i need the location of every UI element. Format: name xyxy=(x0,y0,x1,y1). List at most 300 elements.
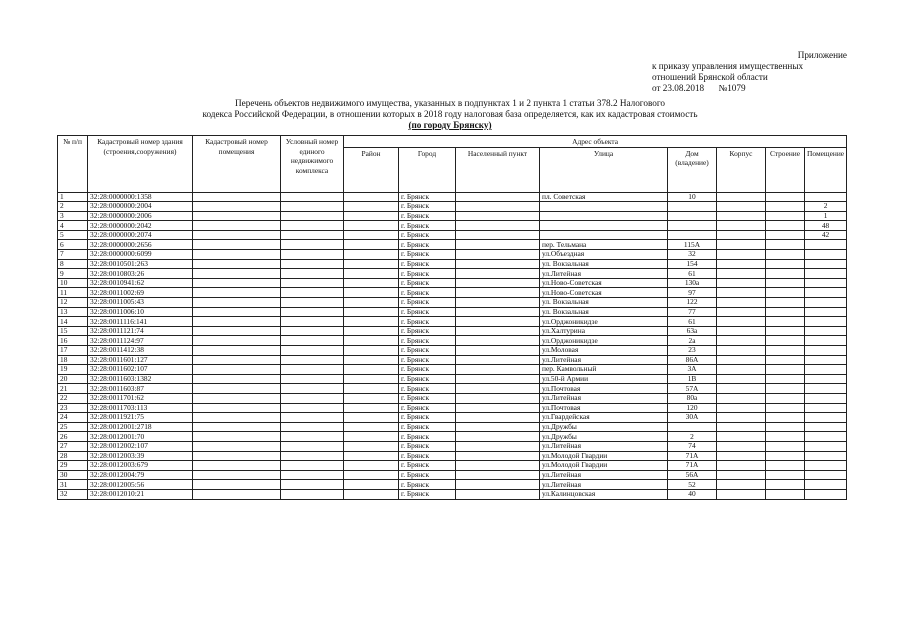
cell-city: г. Брянск xyxy=(399,403,456,413)
cell-stroenie xyxy=(766,432,805,442)
cell-cadastral-room xyxy=(193,288,281,298)
cell-stroenie xyxy=(766,221,805,231)
cell-city: г. Брянск xyxy=(399,221,456,231)
cell-cadastral-room xyxy=(193,259,281,269)
cell-house: 23 xyxy=(668,346,717,356)
cell-settlement xyxy=(456,470,540,480)
cell-num: 17 xyxy=(58,346,88,356)
cell-stroenie xyxy=(766,480,805,490)
cell-num: 7 xyxy=(58,250,88,260)
cell-room xyxy=(805,355,847,365)
cell-settlement xyxy=(456,374,540,384)
cell-city: г. Брянск xyxy=(399,489,456,499)
cell-room: 1 xyxy=(805,211,847,221)
cell-cadastral-building: 32:28:0011603:1382 xyxy=(88,374,193,384)
cell-stroenie xyxy=(766,441,805,451)
cell-house: 56А xyxy=(668,470,717,480)
cell-cadastral-building: 32:28:0011703:113 xyxy=(88,403,193,413)
cell-district xyxy=(344,211,399,221)
cell-cadastral-room xyxy=(193,365,281,375)
cell-stroenie xyxy=(766,384,805,394)
cell-house: 61 xyxy=(668,317,717,327)
table-row xyxy=(58,317,847,327)
cell-house xyxy=(668,211,717,221)
cell-korpus xyxy=(717,336,766,346)
cell-cadastral-room xyxy=(193,240,281,250)
cell-settlement xyxy=(456,441,540,451)
cell-house: 2 xyxy=(668,432,717,442)
appendix-label: Приложение xyxy=(797,50,847,60)
cell-cadastral-building: 32:28:0010501:263 xyxy=(88,259,193,269)
cell-room xyxy=(805,192,847,202)
cell-cadastral-room xyxy=(193,384,281,394)
header-korpus: Корпус xyxy=(717,147,766,192)
cell-room xyxy=(805,317,847,327)
cell-settlement xyxy=(456,489,540,499)
cell-cadastral-building: 32:28:0012002:107 xyxy=(88,441,193,451)
cell-house: 74 xyxy=(668,441,717,451)
table-row xyxy=(58,365,847,375)
cell-korpus xyxy=(717,393,766,403)
cell-street: ул.Дружбы xyxy=(540,422,668,432)
cell-korpus xyxy=(717,307,766,317)
cell-house: 52 xyxy=(668,480,717,490)
cell-cadastral-building: 32:28:0011124:97 xyxy=(88,336,193,346)
cell-district xyxy=(344,298,399,308)
cell-district xyxy=(344,326,399,336)
cell-settlement xyxy=(456,211,540,221)
cell-house: 57А xyxy=(668,384,717,394)
cell-settlement xyxy=(456,355,540,365)
appendix-date: от 23.08.2018 xyxy=(652,83,705,93)
cell-room xyxy=(805,413,847,423)
cell-cadastral-room xyxy=(193,326,281,336)
cell-city: г. Брянск xyxy=(399,240,456,250)
cell-cadastral-building: 32:28:0011601:127 xyxy=(88,355,193,365)
cell-cadastral-room xyxy=(193,441,281,451)
cell-room: 42 xyxy=(805,230,847,240)
cell-korpus xyxy=(717,230,766,240)
cell-num: 25 xyxy=(58,422,88,432)
cell-cadastral-room xyxy=(193,489,281,499)
cell-korpus xyxy=(717,346,766,356)
cell-district xyxy=(344,269,399,279)
cell-city: г. Брянск xyxy=(399,192,456,202)
cell-conditional-number xyxy=(281,259,344,269)
cell-house: 63а xyxy=(668,326,717,336)
cell-street: ул.Литейная xyxy=(540,393,668,403)
cell-conditional-number xyxy=(281,221,344,231)
cell-cadastral-room xyxy=(193,432,281,442)
cell-city: г. Брянск xyxy=(399,422,456,432)
cell-settlement xyxy=(456,250,540,260)
cell-conditional-number xyxy=(281,307,344,317)
cell-korpus xyxy=(717,298,766,308)
cell-street: пер. Тельмана xyxy=(540,240,668,250)
cell-settlement xyxy=(456,202,540,212)
cell-num: 28 xyxy=(58,451,88,461)
header-city: Город xyxy=(399,147,456,192)
cell-house: 32 xyxy=(668,250,717,260)
cell-cadastral-building: 32:28:0011701:62 xyxy=(88,393,193,403)
cell-street xyxy=(540,230,668,240)
cell-cadastral-room xyxy=(193,211,281,221)
cell-house: 130а xyxy=(668,278,717,288)
cell-num: 27 xyxy=(58,441,88,451)
cell-num: 12 xyxy=(58,298,88,308)
cell-room xyxy=(805,240,847,250)
cell-conditional-number xyxy=(281,250,344,260)
title-line-1: Перечень объектов недвижимого имущества, указанных в подпунктах 1 и 2 пункта 1 статьи 378.2 Налогового xyxy=(235,98,665,108)
header-cadastral-room: Кадастровый номер помещения xyxy=(193,136,281,193)
cell-cadastral-building: 32:28:0012003:679 xyxy=(88,461,193,471)
cell-korpus xyxy=(717,432,766,442)
appendix-date-line xyxy=(652,83,847,94)
table-row xyxy=(58,307,847,317)
header-room: Помещение xyxy=(805,147,847,192)
cell-cadastral-building: 32:28:0012010:21 xyxy=(88,489,193,499)
table-row xyxy=(58,403,847,413)
cell-korpus xyxy=(717,211,766,221)
cell-num: 6 xyxy=(58,240,88,250)
cell-stroenie xyxy=(766,355,805,365)
cell-district xyxy=(344,307,399,317)
table-row xyxy=(58,202,847,212)
cell-street: ул.Молодой Гвардии xyxy=(540,461,668,471)
cell-settlement xyxy=(456,221,540,231)
cell-city: г. Брянск xyxy=(399,250,456,260)
cell-settlement xyxy=(456,413,540,423)
cell-room xyxy=(805,432,847,442)
cell-district xyxy=(344,336,399,346)
cell-room xyxy=(805,307,847,317)
cell-settlement xyxy=(456,259,540,269)
cell-house xyxy=(668,202,717,212)
cell-district xyxy=(344,489,399,499)
cell-room xyxy=(805,269,847,279)
cell-room xyxy=(805,288,847,298)
cell-street xyxy=(540,202,668,212)
cell-city: г. Брянск xyxy=(399,202,456,212)
cell-num: 9 xyxy=(58,269,88,279)
cell-house: 80а xyxy=(668,393,717,403)
cell-cadastral-room xyxy=(193,250,281,260)
table-row xyxy=(58,278,847,288)
cell-conditional-number xyxy=(281,480,344,490)
document-title xyxy=(130,98,770,131)
cell-stroenie xyxy=(766,298,805,308)
title-line-2: кодекса Российской Федерации, в отношении которых в 2018 году налоговая база определяется, как их кадастровая стоимость xyxy=(202,109,698,119)
table-row xyxy=(58,259,847,269)
cell-cadastral-building: 32:28:0000000:2042 xyxy=(88,221,193,231)
cell-settlement xyxy=(456,384,540,394)
cell-room xyxy=(805,336,847,346)
cell-city: г. Брянск xyxy=(399,211,456,221)
cell-cadastral-building: 32:28:0000000:2006 xyxy=(88,211,193,221)
cell-conditional-number xyxy=(281,365,344,375)
cell-house xyxy=(668,230,717,240)
cell-district xyxy=(344,202,399,212)
cell-stroenie xyxy=(766,403,805,413)
cell-conditional-number xyxy=(281,393,344,403)
cell-stroenie xyxy=(766,192,805,202)
cell-cadastral-building: 32:28:0011921:75 xyxy=(88,413,193,423)
cell-district xyxy=(344,413,399,423)
header-house: Дом (владение) xyxy=(668,147,717,192)
cell-conditional-number xyxy=(281,432,344,442)
cell-district xyxy=(344,192,399,202)
cell-cadastral-room xyxy=(193,336,281,346)
header-district: Район xyxy=(344,147,399,192)
cell-korpus xyxy=(717,441,766,451)
table-row xyxy=(58,240,847,250)
header-stroenie: Строение xyxy=(766,147,805,192)
cell-room xyxy=(805,393,847,403)
cell-num: 24 xyxy=(58,413,88,423)
cell-conditional-number xyxy=(281,288,344,298)
cell-korpus xyxy=(717,374,766,384)
cell-street: ул.Гвардейская xyxy=(540,413,668,423)
cell-cadastral-room xyxy=(193,393,281,403)
cell-cadastral-room xyxy=(193,374,281,384)
cell-settlement xyxy=(456,422,540,432)
cell-house: 115А xyxy=(668,240,717,250)
cell-num: 18 xyxy=(58,355,88,365)
cell-street: пл. Советская xyxy=(540,192,668,202)
cell-num: 22 xyxy=(58,393,88,403)
cell-cadastral-building: 32:28:0011602:107 xyxy=(88,365,193,375)
cell-stroenie xyxy=(766,278,805,288)
cell-street: ул.Калинцовская xyxy=(540,489,668,499)
cell-street: ул.Объездная xyxy=(540,250,668,260)
cell-street: ул.Ново-Советская xyxy=(540,288,668,298)
cell-conditional-number xyxy=(281,374,344,384)
cell-num: 8 xyxy=(58,259,88,269)
cell-korpus xyxy=(717,489,766,499)
cell-korpus xyxy=(717,461,766,471)
cell-room xyxy=(805,403,847,413)
cell-city: г. Брянск xyxy=(399,230,456,240)
cell-korpus xyxy=(717,317,766,327)
cell-street: пер. Камвольный xyxy=(540,365,668,375)
cell-num: 4 xyxy=(58,221,88,231)
cell-cadastral-building: 32:28:0011002:69 xyxy=(88,288,193,298)
cell-district xyxy=(344,393,399,403)
cell-settlement xyxy=(456,240,540,250)
cell-cadastral-building: 32:28:0000000:1358 xyxy=(88,192,193,202)
cell-korpus xyxy=(717,326,766,336)
appendix-number: №1079 xyxy=(718,83,746,93)
cell-room xyxy=(805,480,847,490)
header-settlement: Населенный пункт xyxy=(456,147,540,192)
cell-street: ул.Почтовая xyxy=(540,384,668,394)
cell-korpus xyxy=(717,288,766,298)
cell-cadastral-building: 32:28:0012005:56 xyxy=(88,480,193,490)
cell-street: ул. Вокзальная xyxy=(540,307,668,317)
cell-korpus xyxy=(717,403,766,413)
cell-conditional-number xyxy=(281,278,344,288)
table-row xyxy=(58,480,847,490)
table-row xyxy=(58,441,847,451)
cell-settlement xyxy=(456,461,540,471)
cell-street: ул.Литейная xyxy=(540,480,668,490)
cell-city: г. Брянск xyxy=(399,365,456,375)
cell-settlement xyxy=(456,278,540,288)
cell-street: ул.Литейная xyxy=(540,269,668,279)
table-row xyxy=(58,211,847,221)
cell-korpus xyxy=(717,355,766,365)
cell-conditional-number xyxy=(281,298,344,308)
cell-city: г. Брянск xyxy=(399,326,456,336)
cell-settlement xyxy=(456,480,540,490)
cell-cadastral-room xyxy=(193,470,281,480)
appendix-block xyxy=(652,50,847,94)
cell-conditional-number xyxy=(281,451,344,461)
table-row xyxy=(58,298,847,308)
table-row xyxy=(58,432,847,442)
cell-conditional-number xyxy=(281,384,344,394)
cell-cadastral-building: 32:28:0012003:39 xyxy=(88,451,193,461)
cell-house: 97 xyxy=(668,288,717,298)
cell-cadastral-room xyxy=(193,202,281,212)
cell-conditional-number xyxy=(281,326,344,336)
cell-district xyxy=(344,480,399,490)
cell-conditional-number xyxy=(281,202,344,212)
cell-house xyxy=(668,422,717,432)
cell-district xyxy=(344,365,399,375)
cell-conditional-number xyxy=(281,461,344,471)
cell-conditional-number xyxy=(281,413,344,423)
table-row xyxy=(58,451,847,461)
cell-room xyxy=(805,470,847,480)
cell-korpus xyxy=(717,250,766,260)
cell-district xyxy=(344,221,399,231)
cell-cadastral-building: 32:28:0011006:10 xyxy=(88,307,193,317)
cell-district xyxy=(344,240,399,250)
cell-district xyxy=(344,250,399,260)
table-row xyxy=(58,413,847,423)
cell-stroenie xyxy=(766,374,805,384)
table-row xyxy=(58,355,847,365)
cell-num: 13 xyxy=(58,307,88,317)
cell-cadastral-building: 32:28:0010941:62 xyxy=(88,278,193,288)
cell-district xyxy=(344,384,399,394)
header-address: Адрес объекта xyxy=(344,136,847,148)
cell-house: 154 xyxy=(668,259,717,269)
cell-stroenie xyxy=(766,336,805,346)
cell-stroenie xyxy=(766,326,805,336)
cell-num: 5 xyxy=(58,230,88,240)
cell-cadastral-room xyxy=(193,451,281,461)
cell-house xyxy=(668,221,717,231)
cell-conditional-number xyxy=(281,336,344,346)
cell-room: 2 xyxy=(805,202,847,212)
table-row xyxy=(58,250,847,260)
cell-room xyxy=(805,259,847,269)
table-row xyxy=(58,470,847,480)
cell-stroenie xyxy=(766,451,805,461)
cell-cadastral-room xyxy=(193,307,281,317)
table-row xyxy=(58,326,847,336)
cell-district xyxy=(344,432,399,442)
cell-city: г. Брянск xyxy=(399,451,456,461)
cell-room xyxy=(805,278,847,288)
header-cadastral-building: Кадастровый номер здания (строения,сооружения) xyxy=(88,136,193,193)
cell-city: г. Брянск xyxy=(399,269,456,279)
cell-cadastral-room xyxy=(193,269,281,279)
table-row xyxy=(58,384,847,394)
cell-room xyxy=(805,250,847,260)
cell-street: ул.Орджоникидзе xyxy=(540,317,668,327)
cell-cadastral-building: 32:28:0000000:2074 xyxy=(88,230,193,240)
cell-house: 122 xyxy=(668,298,717,308)
cell-room xyxy=(805,441,847,451)
cell-settlement xyxy=(456,288,540,298)
table-row xyxy=(58,288,847,298)
table-row xyxy=(58,393,847,403)
cell-conditional-number xyxy=(281,403,344,413)
cell-cadastral-building: 32:28:0011121:74 xyxy=(88,326,193,336)
table-body xyxy=(58,192,847,499)
cell-room xyxy=(805,451,847,461)
cell-stroenie xyxy=(766,240,805,250)
cell-district xyxy=(344,355,399,365)
cell-room xyxy=(805,346,847,356)
cell-cadastral-room xyxy=(193,192,281,202)
header-street: Улица xyxy=(540,147,668,192)
cell-district xyxy=(344,403,399,413)
cell-city: г. Брянск xyxy=(399,355,456,365)
cell-cadastral-building: 32:28:0012004:79 xyxy=(88,470,193,480)
cell-city: г. Брянск xyxy=(399,298,456,308)
cell-street: ул. Вокзальная xyxy=(540,298,668,308)
cell-cadastral-building: 32:28:0011412:38 xyxy=(88,346,193,356)
cell-cadastral-room xyxy=(193,461,281,471)
cell-stroenie xyxy=(766,250,805,260)
cell-stroenie xyxy=(766,202,805,212)
cell-korpus xyxy=(717,384,766,394)
cell-num: 21 xyxy=(58,384,88,394)
cell-cadastral-room xyxy=(193,413,281,423)
cell-district xyxy=(344,451,399,461)
cell-district xyxy=(344,317,399,327)
cell-num: 32 xyxy=(58,489,88,499)
cell-stroenie xyxy=(766,422,805,432)
cell-num: 31 xyxy=(58,480,88,490)
table-row xyxy=(58,230,847,240)
cell-settlement xyxy=(456,317,540,327)
cell-district xyxy=(344,346,399,356)
cell-room xyxy=(805,374,847,384)
cell-room xyxy=(805,461,847,471)
cell-korpus xyxy=(717,192,766,202)
cell-house: 10 xyxy=(668,192,717,202)
cell-house: 77 xyxy=(668,307,717,317)
cell-street: ул.Молодой Гвардии xyxy=(540,451,668,461)
cell-house: 120 xyxy=(668,403,717,413)
cell-house: 30А xyxy=(668,413,717,423)
cell-num: 30 xyxy=(58,470,88,480)
table-row xyxy=(58,422,847,432)
cell-conditional-number xyxy=(281,317,344,327)
cell-room xyxy=(805,422,847,432)
cell-street: ул.50-й Армии xyxy=(540,374,668,384)
cell-city: г. Брянск xyxy=(399,461,456,471)
cell-stroenie xyxy=(766,365,805,375)
cell-settlement xyxy=(456,298,540,308)
cell-street: ул.Орджоникидзе xyxy=(540,336,668,346)
cell-city: г. Брянск xyxy=(399,384,456,394)
